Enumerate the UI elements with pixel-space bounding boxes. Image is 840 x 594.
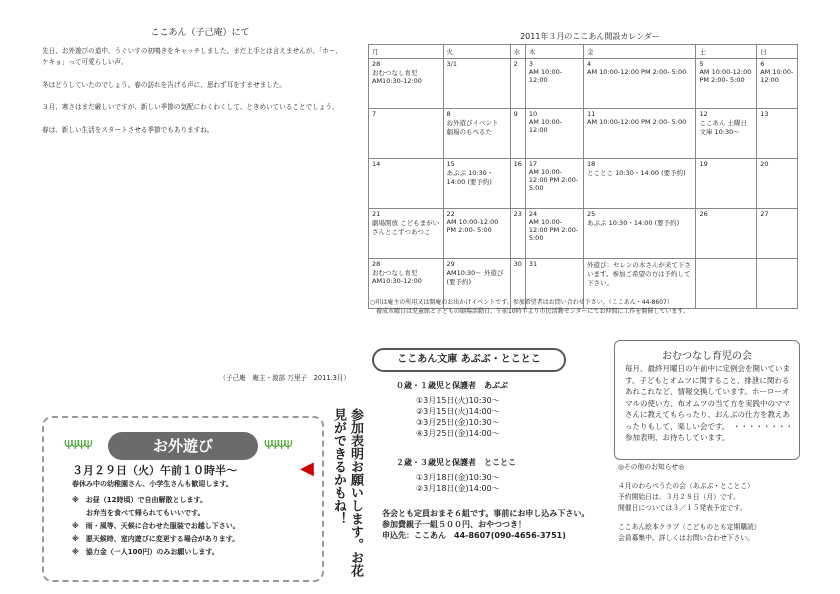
calendar-day-cell: 4 AM 10:00-12:00 PM 2:00- 5:00 bbox=[584, 59, 696, 109]
diaper-title: おむつなし育児の会 bbox=[662, 351, 752, 362]
essay-paragraph: 先日、お外遊びの道中、うぐいすの初鳴きをキャッチしました。まだ上手とは言えませんが、「ホー、ケキョ」って可愛らしい声。 bbox=[42, 47, 342, 67]
arrow-left-icon: ◀ bbox=[300, 458, 314, 479]
calendar-title: 2011年３月のここあん開設カレンダー bbox=[520, 32, 660, 41]
library-dates-1 bbox=[416, 395, 602, 439]
grass-icon: ΨΨΨΨ bbox=[264, 438, 290, 452]
calendar-day-cell: 3/1 bbox=[443, 59, 510, 109]
day-header: 木 bbox=[525, 45, 583, 59]
essay-title: ここあん（子己庵）にて bbox=[150, 28, 250, 38]
calendar-day-cell: 17 AM 10:00-12:00 PM 2:00- 5:00 bbox=[525, 159, 583, 209]
calendar-day-cell: 16 bbox=[510, 159, 525, 209]
library-date: ③3月25日(金)10:30〜 bbox=[416, 418, 500, 427]
essay-paragraph: 春は、新しい生活をスタートさせる季節でもありますね。 bbox=[42, 125, 214, 134]
calendar-day-cell: 3 AM 10:00-12:00 bbox=[525, 59, 583, 109]
calendar-day-cell: 14 bbox=[369, 159, 444, 209]
vertical-note: 参加表明お願いします。お花見ができるかもね！ bbox=[331, 408, 363, 577]
calendar-week-row bbox=[369, 209, 798, 259]
calendar-day-cell: 12 ここあん 土曜日文庫 10:30〜 bbox=[696, 109, 757, 159]
calendar-week-row bbox=[369, 59, 798, 109]
calendar-day-cell: 7 bbox=[369, 109, 444, 159]
library-date: ①3月18日(金)10:30〜 bbox=[416, 473, 500, 482]
library-footer bbox=[382, 508, 602, 541]
calendar-day-cell: 10 AM 10:00-12:00 bbox=[525, 109, 583, 159]
essay-signature: （子己庵 庵主・渡部 万里子 2011.3月） bbox=[219, 374, 350, 382]
news-line: ４月のわらべうたの会（あぶぶ・とことこ） bbox=[618, 482, 754, 490]
essay-body bbox=[42, 46, 348, 147]
calendar-day-cell: 24 AM 10:00-12:00 PM 2:00- 5:00 bbox=[525, 209, 583, 259]
day-header: 金 bbox=[584, 45, 696, 59]
news-line: 予約開始日は、３月２８日（月）です。 bbox=[618, 493, 740, 501]
news-section bbox=[618, 462, 798, 544]
calendar-day-cell: 28 おむつなし育児 AM10:30-12:00 bbox=[369, 59, 444, 109]
essay-paragraph: ３月、寒さはまだ厳しいですが、新しい季節の気配にわくわくして、ときめいていることでしょう。 bbox=[42, 103, 339, 112]
news-title: ◎その他のお知らせ◎ bbox=[618, 463, 685, 471]
library-section bbox=[372, 372, 602, 541]
library-dates-2 bbox=[416, 472, 602, 494]
calendar-note: ○印は庵主の所用又は開庵のお出かけイベントです。参加希望者はお問い合わせ下さい。（ここあん・44-8607） bbox=[370, 299, 673, 306]
day-header: 月 bbox=[369, 45, 444, 59]
library-date: ①3月15日(火)10:30〜 bbox=[416, 396, 500, 405]
calendar-day-cell: 19 bbox=[696, 159, 757, 209]
outing-box bbox=[42, 416, 324, 582]
calendar-day-cell: 25 あぶぶ 10:30・14:00 (要予約) bbox=[584, 209, 696, 259]
outing-note: ※ 悪天候時、室内遊びに変更する場合があります。 bbox=[72, 535, 240, 543]
calendar-day-cell: 27 bbox=[757, 209, 798, 259]
library-date: ②3月15日(火)14:00〜 bbox=[416, 407, 500, 416]
calendar-day-cell: 15 あぶぶ 10:30・14:00 (要予約) bbox=[443, 159, 510, 209]
calendar-week-row bbox=[369, 109, 798, 159]
news-line: 開催日については３／１５発表予定です。 bbox=[618, 504, 747, 512]
news-line: ここあん絵本クラブ（こどものとも定期購読） bbox=[618, 523, 761, 531]
outing-note: ※ お昼（12時頃）で自由解散とします。 bbox=[72, 496, 207, 504]
outing-note: ※ 雨・風等、天候に合わせた服装でお越し下さい。 bbox=[72, 522, 240, 530]
news-line: 会員募集中。詳しくはお問い合わせ下さい。 bbox=[618, 534, 754, 542]
outing-subtitle: 春休み中の幼稚園さん、小学生さんも歓迎します。 bbox=[72, 480, 233, 488]
library-group-1: ０歳・１歳児と保護者 あぶぶ bbox=[396, 381, 508, 390]
day-header: 日 bbox=[757, 45, 798, 59]
calendar-notes bbox=[370, 298, 800, 316]
calendar-day-cell: 22 AM 10:00-12:00 PM 2:00- 5:00 bbox=[443, 209, 510, 259]
diaper-box bbox=[614, 340, 800, 460]
library-group-2: ２歳・３歳児と保護者 とことこ bbox=[396, 458, 516, 467]
calendar-day-cell: 29 AM10:30〜 外遊び(要予約) bbox=[443, 259, 510, 309]
calendar-note: 養成水曜日は児童館と子どもの劇場活動日、午前10時半より市民活動センターにてお仲間に工作を開催しています。 bbox=[370, 308, 689, 315]
outing-date: ３月２９日（火）午前１０時半〜 bbox=[72, 464, 237, 477]
day-header: 火 bbox=[443, 45, 510, 59]
diaper-text: 毎月、最終月曜日の午前中に定例会を開いています。子どもとオムツに関すること、排泄に関わるあれこれなど、情報交換しています。ホーローオマルの使い方、布オムツの当て方を実践中のママさんに教えてもらったり、おんぶの仕方を教えあったりもして、楽しい会です。 ・・・・・・・・参加表明、お待ちしています。 bbox=[625, 364, 793, 442]
outing-title: お外遊び bbox=[108, 432, 258, 460]
library-date: ④3月25日(金)14:00〜 bbox=[416, 429, 500, 438]
calendar-day-cell: 20 bbox=[757, 159, 798, 209]
day-header: 水 bbox=[510, 45, 525, 59]
calendar-table bbox=[368, 44, 798, 309]
library-footer-line: 各会とも定員おまそ６組です。事前にお申し込み下さい。 bbox=[382, 509, 590, 518]
calendar-day-cell: 5 AM 10:00-12:00 PM 2:00- 5:00 bbox=[696, 59, 757, 109]
calendar-header-row bbox=[369, 45, 798, 59]
outing-notes bbox=[72, 494, 240, 559]
calendar-day-cell: 31 bbox=[525, 259, 583, 309]
calendar-day-cell: 9 bbox=[510, 109, 525, 159]
calendar-day-cell: 2 bbox=[510, 59, 525, 109]
calendar-day-cell: 18 とことこ 10:30・14:00 (要予約) bbox=[584, 159, 696, 209]
calendar-day-cell: 8 お外遊びイベント 劇場のもぺるた bbox=[443, 109, 510, 159]
library-title: ここあん文庫 あぶぶ・とことこ bbox=[372, 348, 566, 372]
calendar-day-cell: 13 bbox=[757, 109, 798, 159]
outing-note: ※ 協力金（一人100円）のみお願いします。 bbox=[72, 548, 219, 556]
calendar-day-cell: 11 AM 10:00-12:00 PM 2:00- 5:00 bbox=[584, 109, 696, 159]
calendar-day-cell: 6 AM 10:00- 12:00 bbox=[757, 59, 798, 109]
calendar-day-cell: 30 bbox=[510, 259, 525, 309]
library-footer-line: 申込先：ここあん 44-8607(090-4656-3751) bbox=[382, 531, 566, 540]
calendar-day-cell: 21 劇場開放 こどもまがいさんとこずつあつこ bbox=[369, 209, 444, 259]
essay-paragraph: 冬はどうしていたのでしょう。春の訪れを告げる声に、思わず耳をすませました。 bbox=[42, 80, 286, 89]
calendar-day-cell: 26 bbox=[696, 209, 757, 259]
calendar-day-cell: 外遊び：セレンの木さんが来て下さいます。参加ご希望の方は予約して下さい。 bbox=[584, 259, 696, 309]
calendar-day-cell: 23 bbox=[510, 209, 525, 259]
calendar-day-cell: 28 おむつなし育児 AM10:30-12:00 bbox=[369, 259, 444, 309]
calendar-week-row bbox=[369, 159, 798, 209]
grass-icon: ΨΨΨΨ bbox=[64, 438, 90, 452]
day-header: 土 bbox=[696, 45, 757, 59]
library-footer-line: 参加費親子一組５００円、おやつつき！ bbox=[382, 520, 526, 529]
library-date: ②3月18日(金)14:00〜 bbox=[416, 484, 500, 493]
outing-note: お弁当を食べて帰られてもいいです。 bbox=[72, 509, 205, 517]
